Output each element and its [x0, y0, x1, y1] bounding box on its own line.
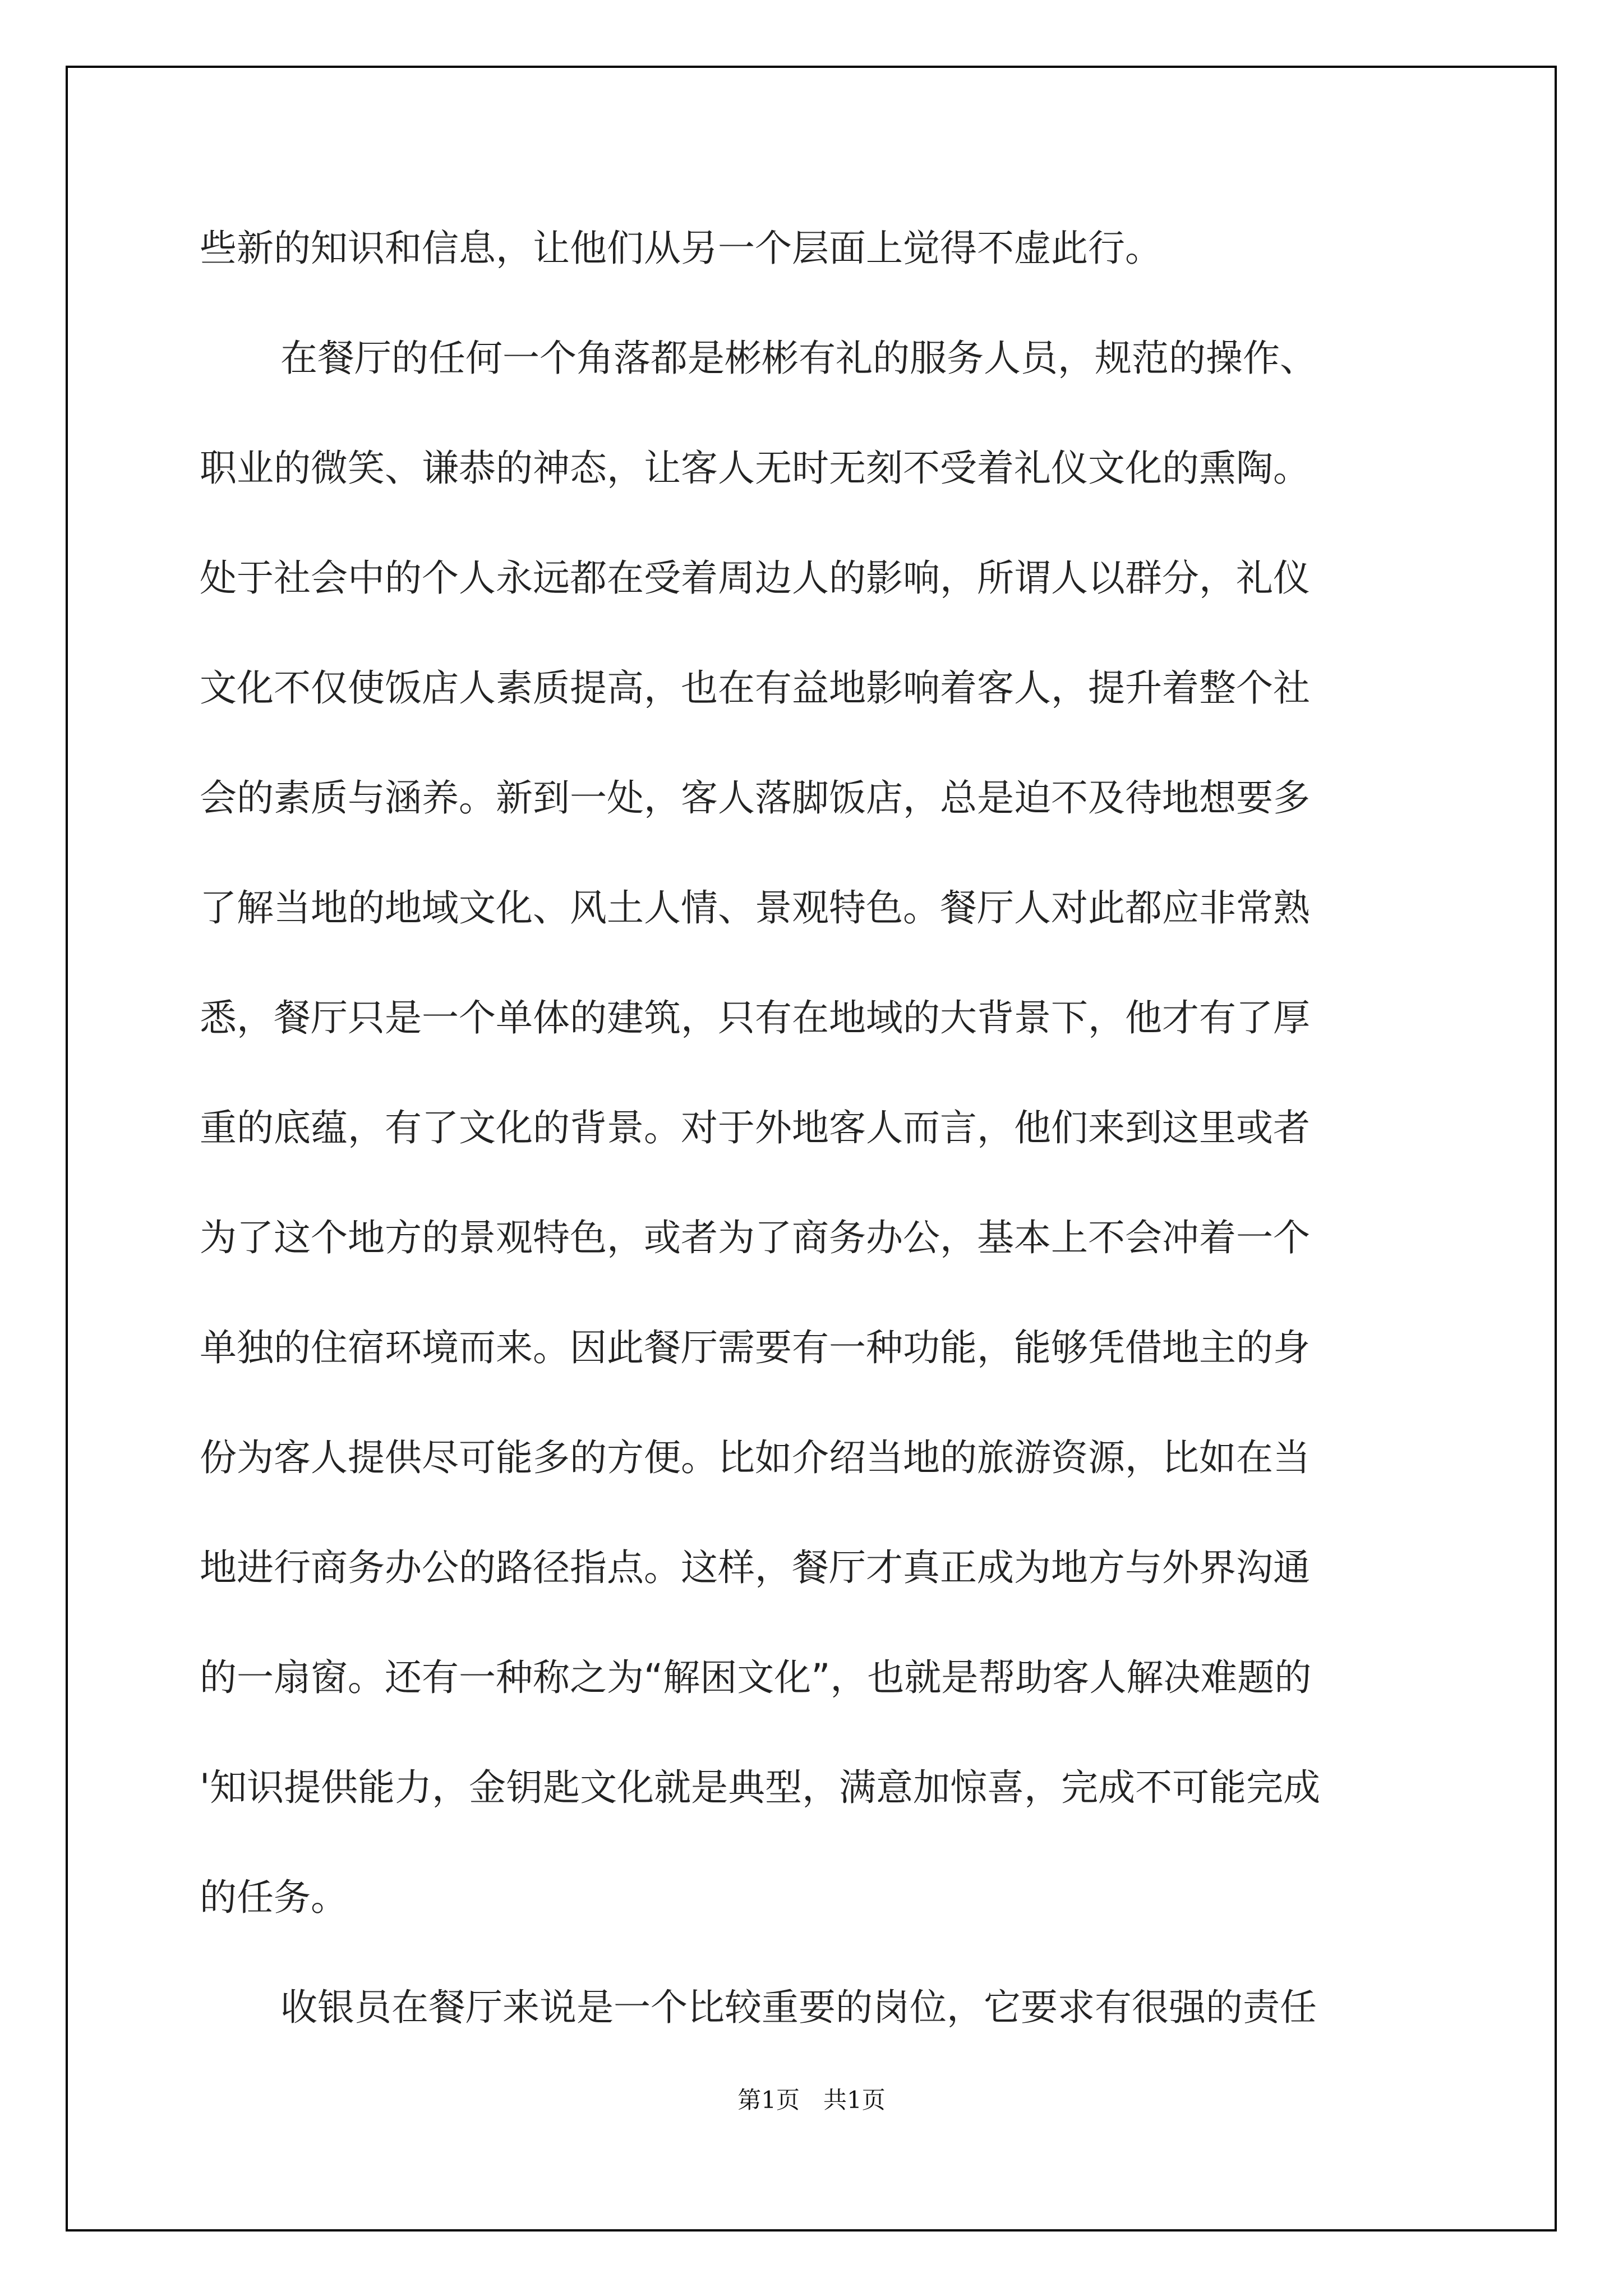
text-line-1: 些新的知识和信息，让他们从另一个层面上觉得不虚此行。 — [200, 227, 1162, 270]
text-line-16: 的任务。 — [200, 1876, 348, 1919]
text-line-12: 份为客人提供尽可能多的方便。比如介绍当地的旅游资源，比如在当 — [200, 1436, 1310, 1479]
text-line-13: 地进行商务办公的路径指点。这样，餐厅才真正成为地方与外界沟通 — [200, 1546, 1310, 1589]
text-line-11: 单独的住宿环境而来。因此餐厅需要有一种功能，能够凭借地主的身 — [200, 1326, 1310, 1369]
text-line-7: 了解当地的地域文化、风土人情、景观特色。餐厅人对此都应非常熟 — [200, 886, 1310, 930]
text-line-5: 文化不仅使饭店人素质提高，也在有益地影响着客人，提升着整个社 — [200, 666, 1310, 710]
text-line-6: 会的素质与涵养。新到一处，客人落脚饭店，总是迫不及待地想要多 — [200, 776, 1310, 820]
text-line-4: 处于社会中的个人永远都在受着周边人的影响，所谓人以群分，礼仪 — [200, 556, 1310, 600]
text-line-17: 收银员在餐厅来说是一个比较重要的岗位，它要求有很强的责任 — [280, 1986, 1317, 2029]
text-line-15: '知识提供能力，金钥匙文化就是典型，满意加惊喜，完成不可能完成 — [200, 1766, 1321, 1809]
text-line-8: 悉，餐厅只是一个单体的建筑，只有在地域的大背景下，他才有了厚 — [200, 996, 1310, 1039]
text-line-3: 职业的微笑、谦恭的神态，让客人无时无刻不受着礼仪文化的熏陶。 — [200, 447, 1310, 490]
text-line-9: 重的底蕴，有了文化的背景。对于外地客人而言，他们来到这里或者 — [200, 1106, 1310, 1149]
text-line-10: 为了这个地方的景观特色，或者为了商务办公，基本上不会冲着一个 — [200, 1216, 1310, 1259]
page-footer: 第1页 共1页 — [737, 2086, 886, 2114]
text-line-14: 的一扇窗。还有一种称之为“解困文化”，也就是帮助客人解决难题的 — [200, 1656, 1312, 1699]
text-line-2: 在餐厅的任何一个角落都是彬彬有礼的服务人员，规范的操作、 — [280, 337, 1317, 380]
